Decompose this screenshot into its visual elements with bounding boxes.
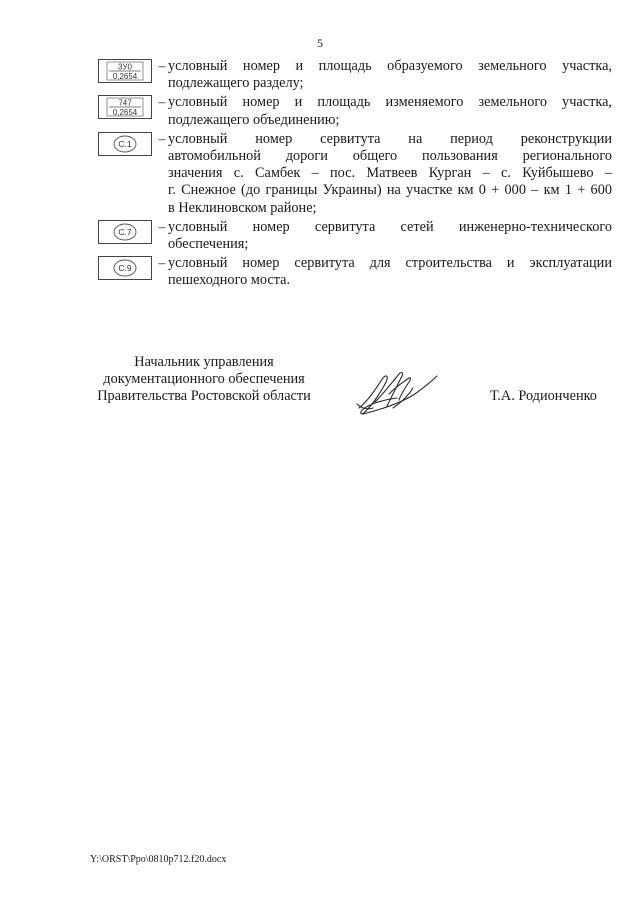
legend-description-line: подлежащего объединению; xyxy=(168,111,340,128)
legend-symbol-cell xyxy=(94,255,156,280)
legend-description-line: условный номер и площадь образуемого земельного участка, xyxy=(168,58,612,74)
legend-description-line: значения с. Самбек – пос. Матвеев Курган – с. Куйбышево – xyxy=(168,165,612,182)
page-number: 5 xyxy=(317,36,323,50)
signer-position-line: документационного обеспечения xyxy=(103,371,305,388)
signer-name: Т.А. Родионченко xyxy=(490,388,597,404)
signer-position xyxy=(88,354,320,406)
legend-description-line: в Неклиновском районе; xyxy=(168,199,317,216)
legend-description xyxy=(168,94,612,128)
parcel-symbol xyxy=(98,95,152,119)
parcel-symbol xyxy=(98,59,152,83)
legend-description-line: условный номер сервитута сетей инженерно-технического xyxy=(168,218,612,235)
legend-description-line: условный номер сервитута для строительства и эксплуатации xyxy=(168,255,612,272)
parcel-area: 0,2654 xyxy=(112,72,138,81)
easement-symbol xyxy=(98,256,152,280)
legend-dash: – xyxy=(158,219,166,235)
legend-description-line: автомобильной дороги общего пользования регионального xyxy=(168,148,612,165)
easement-label: С.7 xyxy=(118,226,132,237)
legend-description-line: г. Снежное (до границы Украины) на участке км 0 + 000 – км 1 + 600 xyxy=(168,182,612,199)
legend-symbol-cell xyxy=(94,58,156,83)
easement-symbol xyxy=(98,220,152,244)
legend-symbol-cell xyxy=(94,94,156,119)
legend-description xyxy=(168,131,612,217)
legend-item xyxy=(94,219,612,253)
easement-label: С.1 xyxy=(118,138,132,149)
legend-dash: – xyxy=(158,59,166,74)
handwritten-signature xyxy=(353,364,443,425)
legend-description-line: условный номер и площадь изменяемого земельного участка, xyxy=(168,94,612,111)
legend-description-line: условный номер сервитута на период реконструкции xyxy=(168,130,612,147)
parcel-number: 747 xyxy=(118,98,132,108)
file-path: Y:\ORST\Ppo\0810p712.f20.docx xyxy=(90,854,227,865)
legend-item xyxy=(94,255,612,289)
legend-dash: – xyxy=(158,131,166,147)
legend-dash: – xyxy=(158,95,166,111)
signer-position-line: Начальник управления xyxy=(134,354,274,370)
legend-description-line: обеспечения; xyxy=(168,236,249,253)
parcel-number: 3У0 xyxy=(118,62,132,72)
easement-label: С.9 xyxy=(118,263,132,274)
legend-description-line: подлежащего разделу; xyxy=(168,75,304,92)
legend-description xyxy=(168,219,612,253)
legend-list xyxy=(94,58,612,292)
legend-description xyxy=(168,58,612,92)
legend-symbol-cell xyxy=(94,219,156,244)
legend-item xyxy=(94,58,612,92)
legend-item xyxy=(94,131,612,217)
legend-dash: – xyxy=(158,256,166,272)
easement-symbol xyxy=(98,132,152,156)
parcel-area: 0,2654 xyxy=(112,108,138,118)
signature-block xyxy=(0,354,640,424)
legend-description xyxy=(168,255,612,289)
legend-symbol-cell xyxy=(94,131,156,156)
signer-position-line: Правительства Ростовской области xyxy=(97,388,311,405)
legend-description-line: пешеходного моста. xyxy=(168,272,291,289)
legend-item xyxy=(94,94,612,128)
